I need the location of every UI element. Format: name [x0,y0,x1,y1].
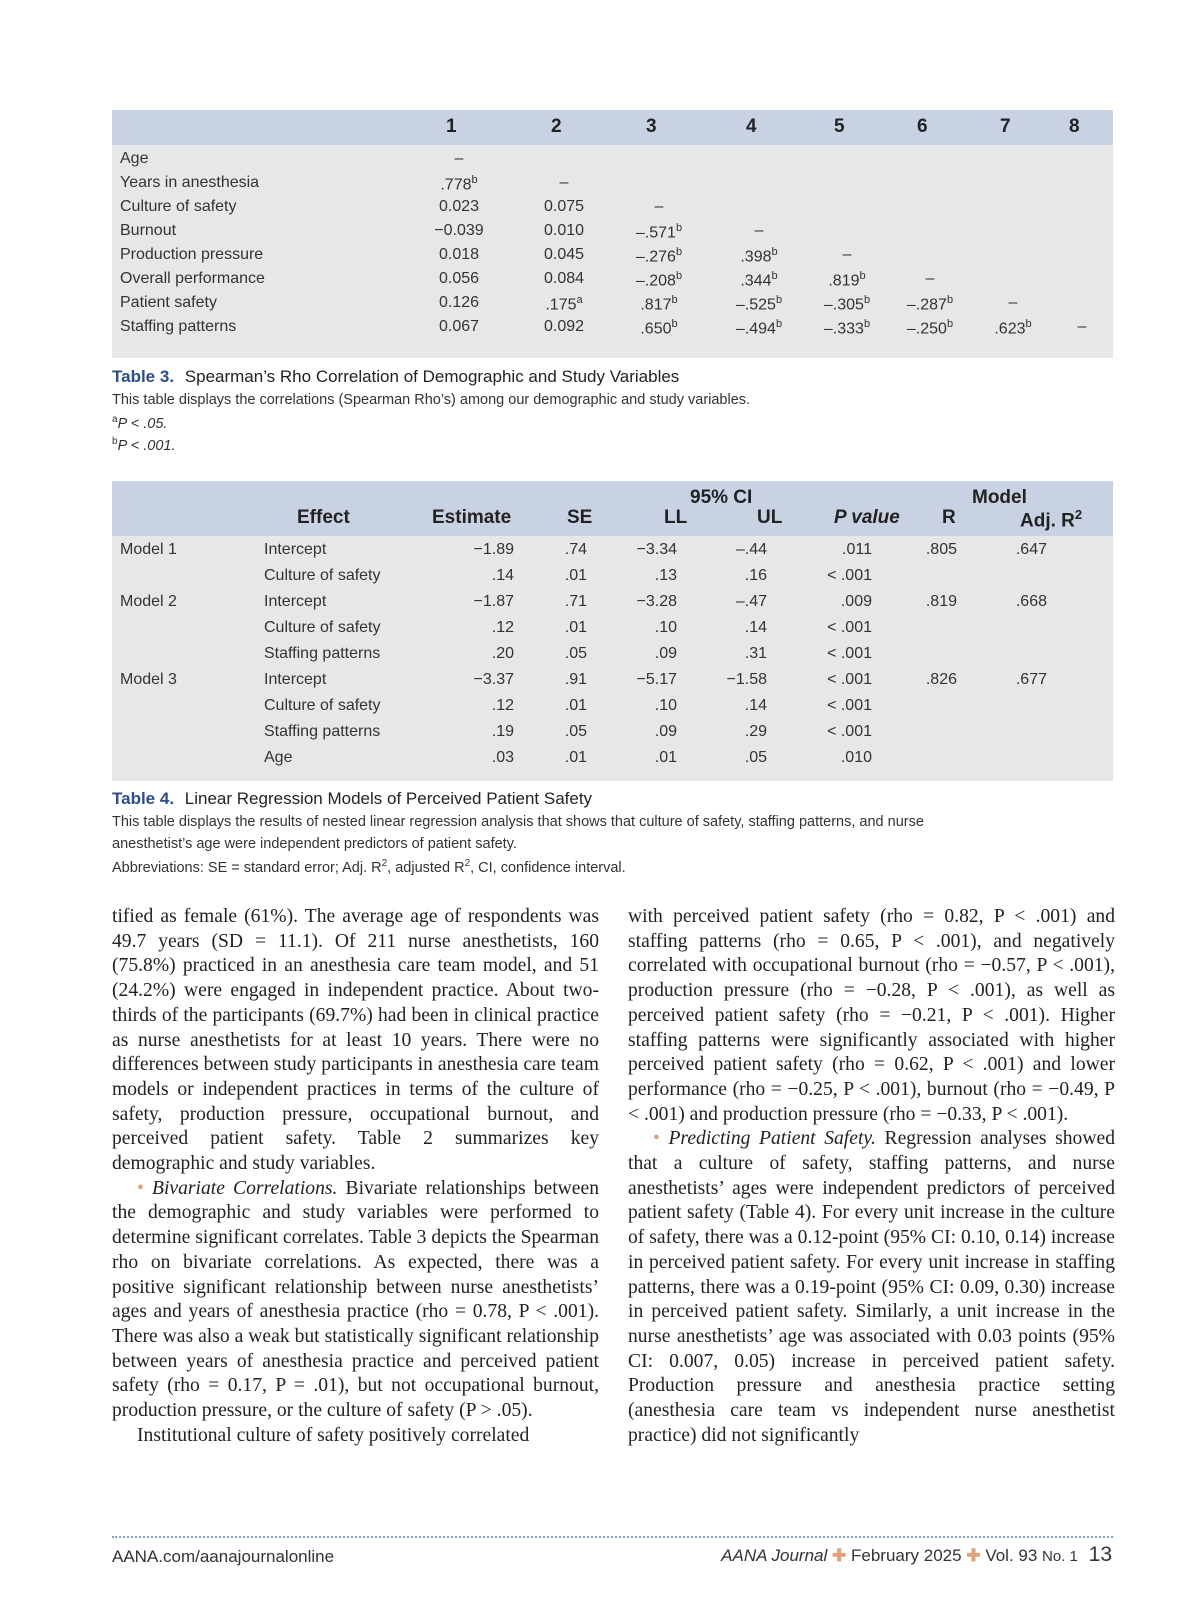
table3-row-label: Staffing patterns [120,318,237,335]
table4-cell-p: < .001 [827,619,872,636]
table3-cell-value: .175 [545,296,577,314]
table3-cell-value: –.333 [823,320,864,338]
table3-cell-value: .398 [740,248,772,266]
table4-cell-r: .819 [925,593,957,610]
table3-cell-sup: b [675,270,683,282]
table3-cell [624,246,694,266]
table3-cell-value: 0.075 [543,198,585,215]
table3-cell [895,294,965,314]
table3-cell [424,174,494,194]
t4-head-ll: LL [664,507,688,528]
table4-abbreviations [112,858,626,876]
table3-col-header: 5 [834,116,845,137]
table3-row-label: Production pressure [120,246,264,263]
table4-cell-effect: Culture of safety [264,697,381,714]
table4-cell-effect: Staffing patterns [264,645,381,662]
table3-cell-sup: b [675,222,683,234]
table4-cell-se: .01 [564,749,587,766]
table3-cell-value: .778 [440,176,472,194]
table3-cell-value: – [754,222,764,239]
table3-cell-value: −0.039 [434,222,484,239]
table4-cell-ll: −3.28 [636,593,677,610]
table3-col-header: 2 [551,116,562,137]
t4-head-ci: 95% CI [690,487,753,508]
table3-cell-value: 0.126 [438,294,480,311]
table3-cell-value: .344 [740,272,772,290]
table4-cell-se: .05 [564,723,587,740]
table3-cell-value: 0.018 [438,246,480,263]
table3-cell-value: 0.067 [438,318,480,335]
table4-cell-ul: −1.58 [726,671,767,688]
table3-cell [529,198,599,216]
right-paragraph-2 [628,1127,1115,1448]
page-number: 13 [1088,1543,1112,1566]
table3-caption-label: Table 3. [112,367,175,386]
table4-cell-r: .826 [925,671,957,688]
table3-cell [624,318,694,338]
left-paragraph-1: tified as female (61%). The average age of respondents was 49.7 years (SD = 11.1). Of 211 nurse anesthetists, 160 (75.8%) practiced in an anesthesia care team model, and 51 (24.2%) were engaged in independent practice. About two-thirds of the participants (69.7%) had been in clinical practice as nurse anesthetists for at least 10 years. There were no differences between study participants in anesthesia care team models or independent practices in terms of the culture of safety, production pressure, occupational burnout, and perceived patient safety. Table 2 summarizes key demographic and study variables. [112,906,599,1175]
table4-cell-est: −1.87 [473,593,514,610]
table3-cell-value: –.571 [635,224,676,242]
right-paragraph-2-heading: Predicting Patient Safety. [668,1128,876,1150]
table4-cell-ll: −3.34 [636,541,677,558]
right-column [628,905,1115,1448]
bullet-icon: • [653,1128,660,1150]
footer-date: February 2025 [851,1546,962,1565]
table3-cell [895,270,965,288]
table3-cell-sup: b [859,270,866,282]
table3-cell [812,270,882,290]
table3-cell [529,174,599,192]
bullet-icon: • [137,1177,144,1199]
table3-cell-value: .650 [640,320,672,338]
table3-cell-sup: b [771,270,778,282]
table3-cell [978,294,1048,312]
table3-note-a-sup: a [112,414,118,425]
table3-cell-value: .819 [828,272,860,290]
t4-head-adjr-text: Adj. R [1020,510,1075,532]
plus-icon: ✚ [966,1546,981,1565]
table4-cell-effect: Age [264,749,293,766]
table4-cell-est: .12 [491,697,514,714]
t4-head-adjr [1020,507,1082,532]
table4-cell-ll: .09 [654,645,677,662]
table3-cell-sup: b [946,318,954,330]
table3-col-header: 7 [1000,116,1011,137]
table3-cell [724,246,794,266]
table4-cell-ll: .10 [654,619,677,636]
table3-cell [424,318,494,336]
table4-cell-est: .03 [491,749,514,766]
table4-description-2: anesthetist’s age were independent predictors of patient safety. [112,836,517,852]
table3-cell-value: 0.023 [438,198,480,215]
table3-cell [624,222,694,242]
table3-row-label: Patient safety [120,294,217,311]
footer-vol: Vol. 93 [985,1546,1038,1565]
table3-cell [424,270,494,288]
table3-cell-value: – [1008,294,1018,311]
footer-url: AANA.com/aanajournalonline [112,1547,335,1566]
t4-head-adjr-sup: 2 [1074,507,1083,522]
table4-cell-p: < .001 [827,645,872,662]
table4-cell-adjr: .668 [1015,593,1047,610]
table3-cell-value: .817 [640,296,672,314]
abbrev-3: , CI, confidence interval. [470,859,626,876]
table4-cell-ll: .09 [654,723,677,740]
table3-cell-value: –.276 [635,248,676,266]
table3-cell-value: – [842,246,852,263]
table3-cell [424,150,494,168]
table3-cell-value: 0.092 [543,318,585,335]
table4-cell-est: .14 [491,567,514,584]
table3-description: This table displays the correlations (Spearman Rho’s) among our demographic and study variables. [112,392,751,408]
table3-cell-value: – [1077,318,1087,335]
table4-caption-text: Linear Regression Models of Perceived Patient Safety [184,789,593,808]
table4-cell-model: Model 2 [120,593,177,610]
table3-cell-sup: b [471,174,478,186]
table3-cell-value: 0.045 [543,246,585,263]
table3-cell [895,318,965,338]
table3-row-label: Age [120,150,149,167]
table3-note-b-text: P < .001. [117,437,176,454]
table3-cell [529,318,599,336]
left-paragraph-2-heading: Bivariate Correlations. [152,1177,338,1199]
table3-cell [424,198,494,216]
table3-cell-value: –.305 [823,296,864,314]
table3-cell [424,294,494,312]
footer-divider [112,1536,1113,1538]
footer-citation [721,1543,1112,1567]
table4-caption [112,789,592,809]
t4-head-ul: UL [757,507,783,528]
table3-note-b-sup: b [112,436,118,447]
table4-cell-effect: Intercept [264,671,327,688]
left-paragraph-2-text: Bivariate relationships between the demographic and study variables were performed to determine significant correlates. Table 3 depicts the Spearman rho on bivariate correlations. As expected, there was a positive significant relationship between nurse anesthetists’ ages and years of anesthesia practice (rho = 0.78, P < .001). There was also a weak but statistically significant relationship between years of anesthesia practice and perceived patient safety (rho = 0.17, P = .01), but not occupational burnout, production pressure, or the culture of safety (P > .05). [112,1177,599,1422]
left-column [112,905,599,1448]
table3-cell [724,318,794,338]
table4-cell-ll: .01 [654,749,677,766]
table3-cell-value: –.250 [906,320,947,338]
table4-cell-est: .12 [491,619,514,636]
table4-cell-se: .91 [564,671,587,688]
table3-cell-sup: b [946,294,954,306]
table3-caption [112,367,679,387]
table4-cell-model: Model 3 [120,671,177,688]
table4-cell-ul: .16 [744,567,767,584]
table3-note-b [112,436,175,454]
plus-icon: ✚ [832,1546,847,1565]
table4-cell-effect: Intercept [264,541,327,558]
table3-cell-value: –.494 [735,320,776,338]
table3-cell-sup: b [1025,318,1032,330]
table3-cell-sup: b [863,318,871,330]
table3-cell-sup: b [671,318,678,330]
table3-cell [529,222,599,240]
table3-cell-value: .623 [994,320,1026,338]
footer-no: No. 1 [1042,1548,1078,1565]
table4-cell-ll: .13 [654,567,677,584]
t4-head-p-text: P value [834,507,900,528]
table3-cell-sup: b [675,246,683,258]
table3-cell [424,246,494,264]
table4-cell-r: .805 [925,541,957,558]
abbrev-1: Abbreviations: SE = standard error; Adj. R [112,859,382,876]
table4-cell-se: .01 [564,567,587,584]
table3-caption-text: Spearman’s Rho Correlation of Demographic and Study Variables [184,367,680,386]
table3-cell [529,294,599,314]
t4-head-p [834,507,900,529]
table3-cell-sup: b [775,318,783,330]
table4-cell-p: .009 [840,593,872,610]
table3-cell [624,294,694,314]
table3 [112,110,1113,358]
table4-cell-ul: .05 [744,749,767,766]
table3-cell [529,246,599,264]
t4-head-r: R [942,507,956,528]
table3-cell [624,198,694,216]
table4-cell-adjr: .647 [1015,541,1047,558]
table4-cell-est: −3.37 [473,671,514,688]
table3-cell-value: 0.010 [543,222,585,239]
table4-cell-est: .19 [491,723,514,740]
table4-cell-effect: Staffing patterns [264,723,381,740]
table4-caption-label: Table 4. [112,789,175,808]
t4-head-model: Model [972,487,1027,508]
table4-cell-ul: .14 [744,697,767,714]
table3-cell-value: 0.084 [543,270,585,287]
table3-cell-sup: b [775,294,783,306]
table4-cell-ul: –.47 [735,593,767,610]
left-paragraph-2 [112,1177,599,1424]
table3-col-header: 1 [446,116,457,137]
table3-row-label: Years in anesthesia [120,174,260,191]
table4-cell-p: < .001 [827,671,872,688]
table4-cell-se: .01 [564,697,587,714]
table3-cell-value: – [654,198,664,215]
table3-cell-value: – [454,150,464,167]
right-paragraph-2-text: Regression analyses showed that a culture of safety, staffing patterns, and nurse anesthetists’ ages were independent predictors of perceived patient safety (Table 4). For every unit increase in the culture of safety, there was a 0.12-point (95% CI: 0.10, 0.14) increase in perceived patient safety. For every unit increase in staffing patterns, there was a 0.19-point (95% CI: 0.09, 0.30) increase in perceived patient safety. Similarly, a unit increase in the nurse anesthetists’ age was associated with 0.03 points (95% CI: 0.007, 0.05) increase in perceived patient safety. Production pressure and anesthesia practice setting (anesthesia care team vs independent nurse anesthetist practice) did not significantly [628,1128,1115,1446]
table4-header [112,481,1113,536]
table3-col-header: 3 [646,116,657,137]
table4-cell-p: .011 [842,541,872,558]
table4-cell-est: −1.89 [473,541,514,558]
table3-cell [812,294,882,314]
table4-cell-se: .01 [564,619,587,636]
table3-cell-value: –.525 [735,296,776,314]
table3-cell [724,294,794,314]
table4-cell-se: .05 [564,645,587,662]
table3-cell [529,270,599,288]
table4-cell-p: < .001 [827,567,872,584]
table3-cell [424,222,494,240]
table3-cell-sup: b [771,246,778,258]
table4-cell-p: .010 [840,749,872,766]
table4-cell-ul: .31 [744,645,767,662]
table4-cell-p: < .001 [827,723,872,740]
t4-head-se: SE [567,507,593,528]
table3-cell-sup: b [671,294,678,306]
table3-cell [724,222,794,240]
table4-cell-ul: –.44 [735,541,767,558]
table3-header [112,110,1113,145]
right-paragraph-1: with perceived patient safety (rho = 0.82, P < .001) and staffing patterns (rho = 0.65, P < .001), and negatively correlated with occupational burnout (rho = −0.57, P < .001), production pressure (rho = −0.28, P < .001), as well as perceived patient safety (rho = −0.21, P < .001). Higher staffing patterns were significantly associated with higher perceived patient safety (rho = 0.62, P < .001) and lower performance (rho = −0.25, P < .001), burnout (rho = −0.49, P < .001) and production pressure (rho = −0.33, P < .001). [628,906,1115,1125]
table3-row-label: Culture of safety [120,198,237,215]
abbrev-sup1: 2 [381,858,388,869]
table4-cell-effect: Intercept [264,593,327,610]
table4 [112,481,1113,781]
table3-cell [1047,318,1117,336]
table3-cell-value: –.287 [906,296,947,314]
abbrev-sup2: 2 [464,858,471,869]
footer-journal: AANA Journal [721,1546,828,1565]
table4-cell-ul: .14 [744,619,767,636]
table4-description-1: This table displays the results of nested linear regression analysis that shows that culture of safety, staffing patterns, and nurse [112,814,924,830]
table3-col-header: 4 [746,116,757,137]
table4-cell-effect: Culture of safety [264,619,381,636]
table4-cell-ll: −5.17 [636,671,677,688]
table4-cell-p: < .001 [827,697,872,714]
table3-row-label: Overall performance [120,270,265,287]
table3-note-a-text: P < .05. [117,415,168,432]
table3-note-a [112,414,167,432]
table3-cell-value: – [559,174,569,191]
table3-cell-sup: b [863,294,871,306]
table3-cell [978,318,1048,338]
table3-cell [724,270,794,290]
table3-row-label: Burnout [120,222,177,239]
table4-cell-effect: Culture of safety [264,567,381,584]
table4-cell-model: Model 1 [120,541,177,558]
table3-cell-value: –.208 [635,272,676,290]
table4-cell-se: .71 [564,593,587,610]
table3-col-header: 8 [1069,116,1080,137]
table3-col-header: 6 [917,116,928,137]
abbrev-2: , adjusted R [387,859,465,876]
table3-cell [812,246,882,264]
table4-cell-ll: .10 [654,697,677,714]
left-paragraph-3: Institutional culture of safety positively correlated [137,1424,530,1446]
t4-head-effect: Effect [297,507,350,528]
table3-cell-sup: a [576,294,583,306]
table4-cell-est: .20 [491,645,514,662]
table4-cell-adjr: .677 [1015,671,1047,688]
table3-cell-value: – [925,270,935,287]
table3-cell [812,318,882,338]
table3-cell-value: 0.056 [438,270,480,287]
t4-head-estimate: Estimate [432,507,512,528]
table4-cell-se: .74 [564,541,587,558]
table3-cell [624,270,694,290]
table4-cell-ul: .29 [744,723,767,740]
